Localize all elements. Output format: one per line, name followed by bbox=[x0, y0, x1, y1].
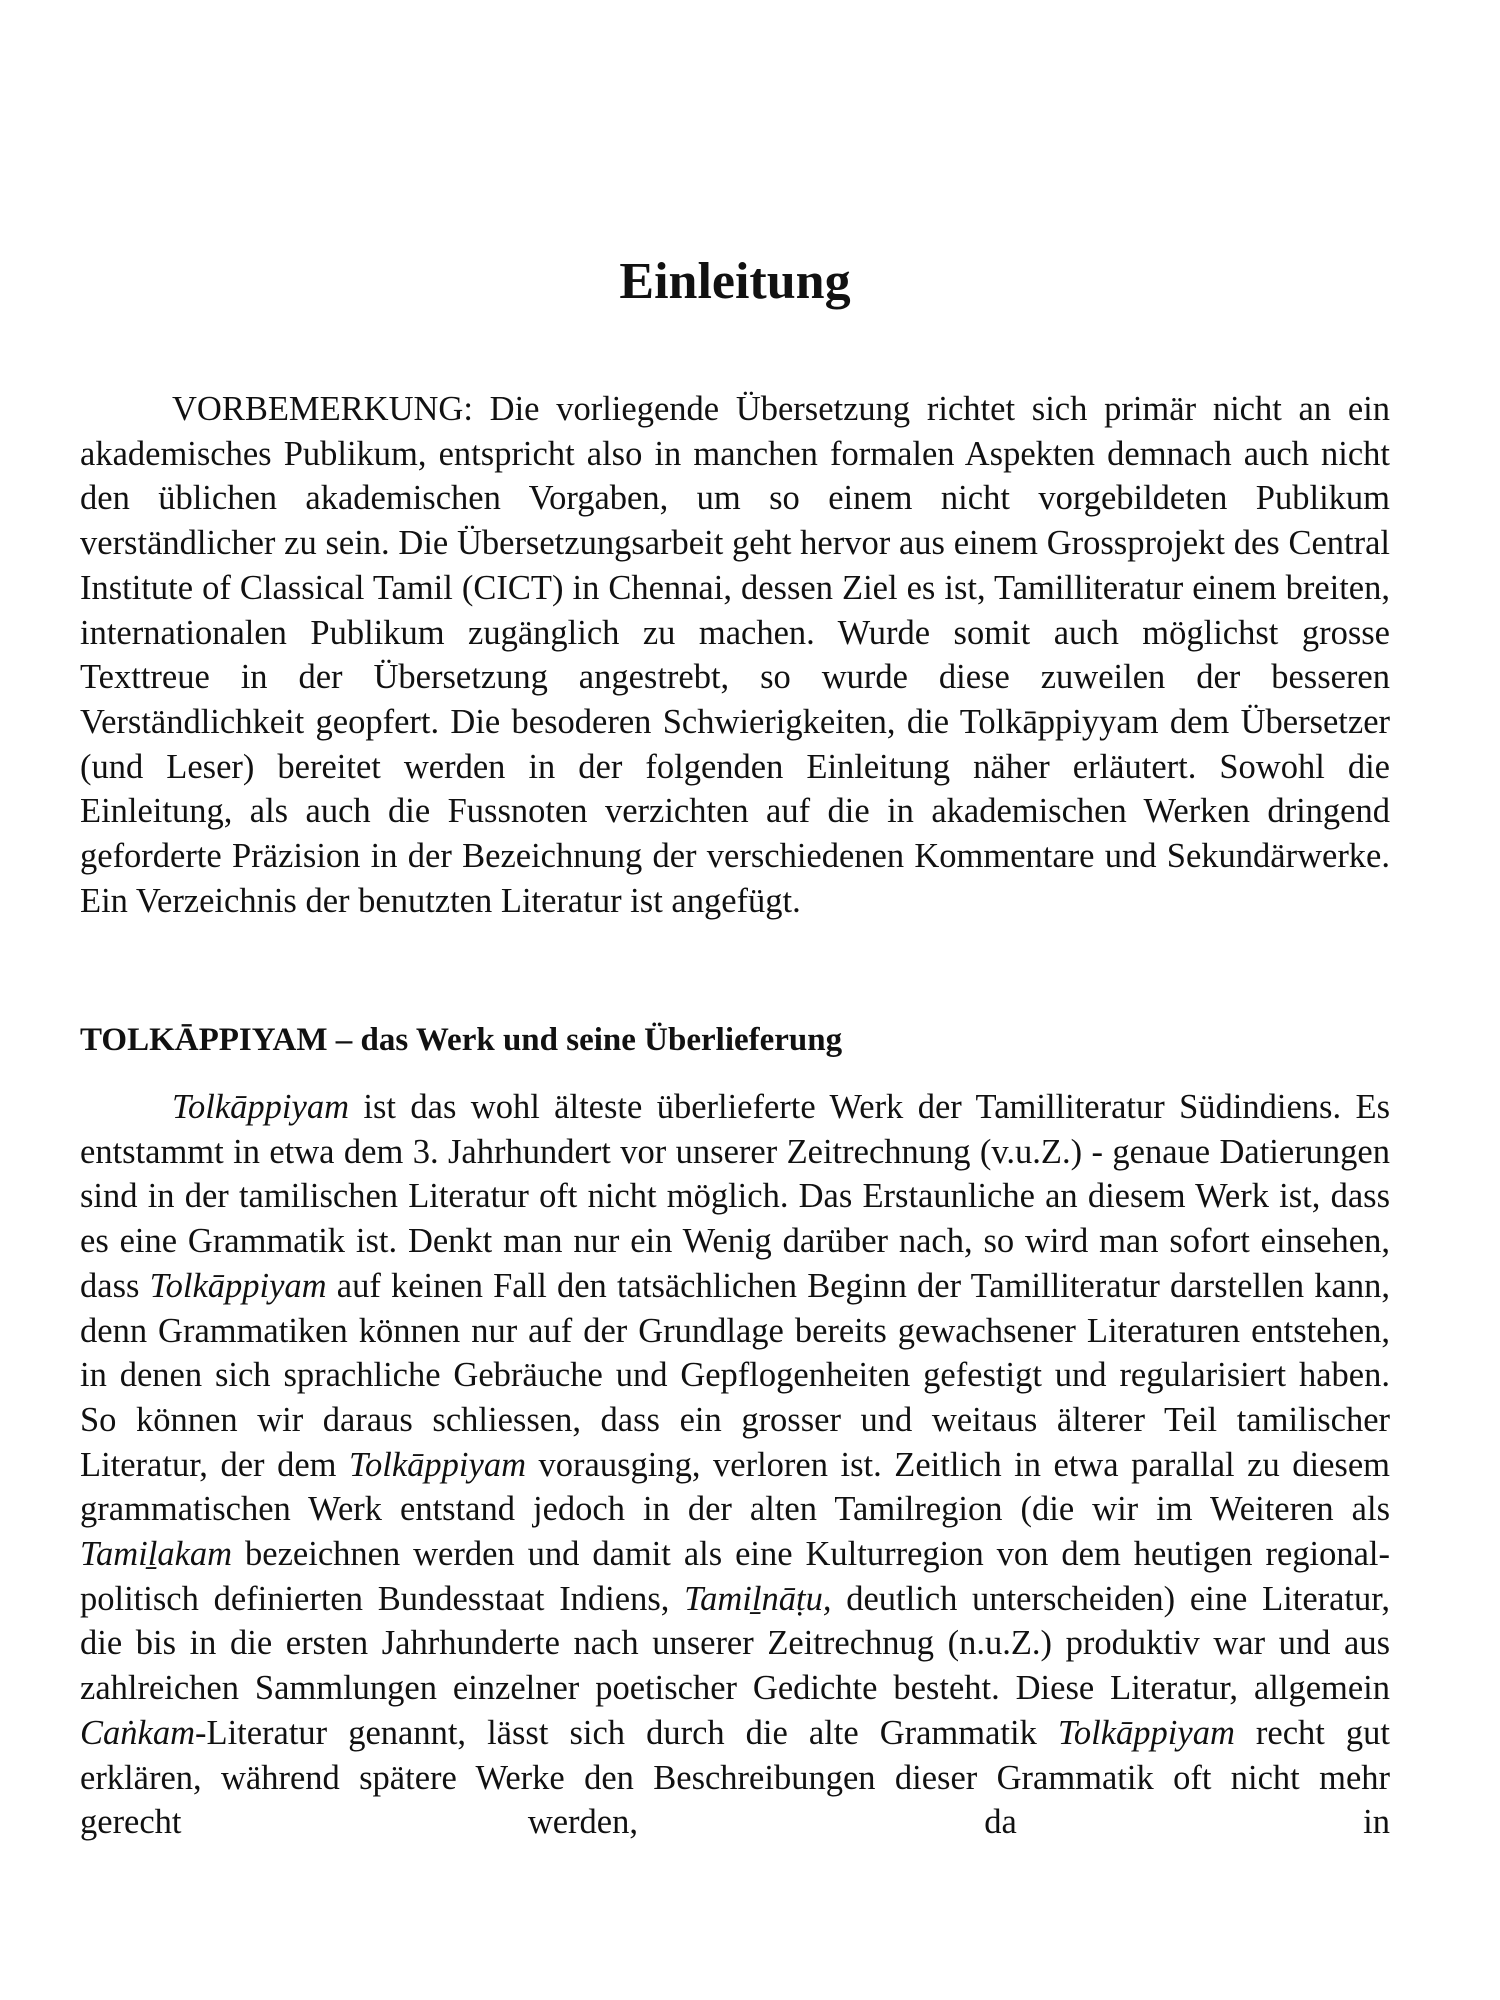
text-run: bezeichnen werden und damit als eine Kulturregion von dem heutigen regional-politisch definierten Bundesstaat Indiens, bbox=[80, 1535, 1390, 1618]
term-tolkappiyam: Tolkāppiyam bbox=[149, 1266, 327, 1305]
page-title: Einleitung bbox=[619, 253, 851, 310]
term-tamilakam: Tamiḻakam bbox=[80, 1535, 233, 1574]
term-tolkappiyam: Tolkāppiyam bbox=[1057, 1713, 1235, 1752]
preface-paragraph: VORBEMERKUNG: Die vorliegende Übersetzung richtet sich primär nicht an ein akademisches Publikum, entspricht also in manchen formalen Aspekten demnach auch nicht den üblichen akademischen Vorgaben, um so einem nicht vorgebildeten Publikum verständlicher zu sein. Die Übersetzungsarbeit geht hervor aus einem Grossprojekt des Central Institute of Classical Tamil (CICT) in Chennai, dessen Ziel es ist, Tamilliteratur einem breiten, internationalen Publikum zugänglich zu machen. Wurde somit auch möglichst grosse Texttreue in der Übersetzung angestrebt, so wurde diese zuweilen der besseren Verständlichkeit geopfert. Die besoderen Schwierigkeiten, die Tolkāppiyyam dem Übersetzer (und Leser) bereitet werden in der folgenden Einleitung näher erläutert. Sowohl die Einleitung, als auch die Fussnoten verzichten auf die in akademischen Werken dringend geforderte Präzision in der Bezeichnung der verschiedenen Kommentare und Sekundärwerke. Ein Verzeichnis der benutzten Literatur ist angefügt. bbox=[80, 390, 1390, 920]
section-paragraph bbox=[80, 1085, 1390, 1845]
text-run: auf keinen Fall den tatsächlichen Beginn der Tamilliteratur darstellen kann, denn Grammatiken können nur auf der Grundlage bereits gewachsener Literaturen entstehen, in denen sich sprachliche Gebräuche und Gepflogenheiten gefestigt und regularisiert haben. So können wir daraus schliessen, dass ein grosser und weitaus älterer Teil tamilischer Literatur, der dem bbox=[80, 1266, 1390, 1484]
text-run: recht gut erklären, während spätere Werke den Beschreibungen dieser Grammatik oft nicht mehr gerecht werden, da in bbox=[80, 1713, 1390, 1842]
section-heading: TOLKĀPPIYAM – das Werk und seine Überlieferung bbox=[80, 1022, 843, 1058]
term-cankam: Caṅkam bbox=[80, 1713, 195, 1752]
document-page bbox=[80, 0, 1390, 2000]
term-tamilnatu: Tamiḻnāṭu, bbox=[684, 1579, 832, 1618]
text-run: vorausging, verloren ist. Zeitlich in etwa parallal zu diesem grammatischen Werk entstand jedoch in der alten Tamilregion (die wir im Weiteren als bbox=[80, 1445, 1390, 1529]
term-tolkappiyam: Tolkāppiyam bbox=[172, 1088, 349, 1126]
text-run: -Literatur genannt, lässt sich durch die alte Grammatik bbox=[195, 1713, 1058, 1752]
text-run: ist das wohl älteste überlieferte Werk der Tamilliteratur Südindiens. Es entstammt in etwa dem 3. Jahrhundert vor unserer Zeitrechnung (v.u.Z.) - genaue Datierungen sind in der tamilischen Literatur oft nicht möglich. Das Erstaunliche an diesem Werk ist, dass es eine Grammatik ist. Denkt man nur ein Wenig darüber nach, so wird man sofort einsehen, dass bbox=[80, 1088, 1390, 1305]
term-tolkappiyam: Tolkāppiyam bbox=[349, 1445, 526, 1484]
text-run: deutlich unterscheiden) eine Literatur, die bis in die ersten Jahrhunderte nach unserer Zeitrechnug (n.u.Z.) produktiv war und aus zahlreichen Sammlungen einzelner poetischer Gedichte besteht. Diese Literatur, allgemein bbox=[80, 1579, 1390, 1708]
